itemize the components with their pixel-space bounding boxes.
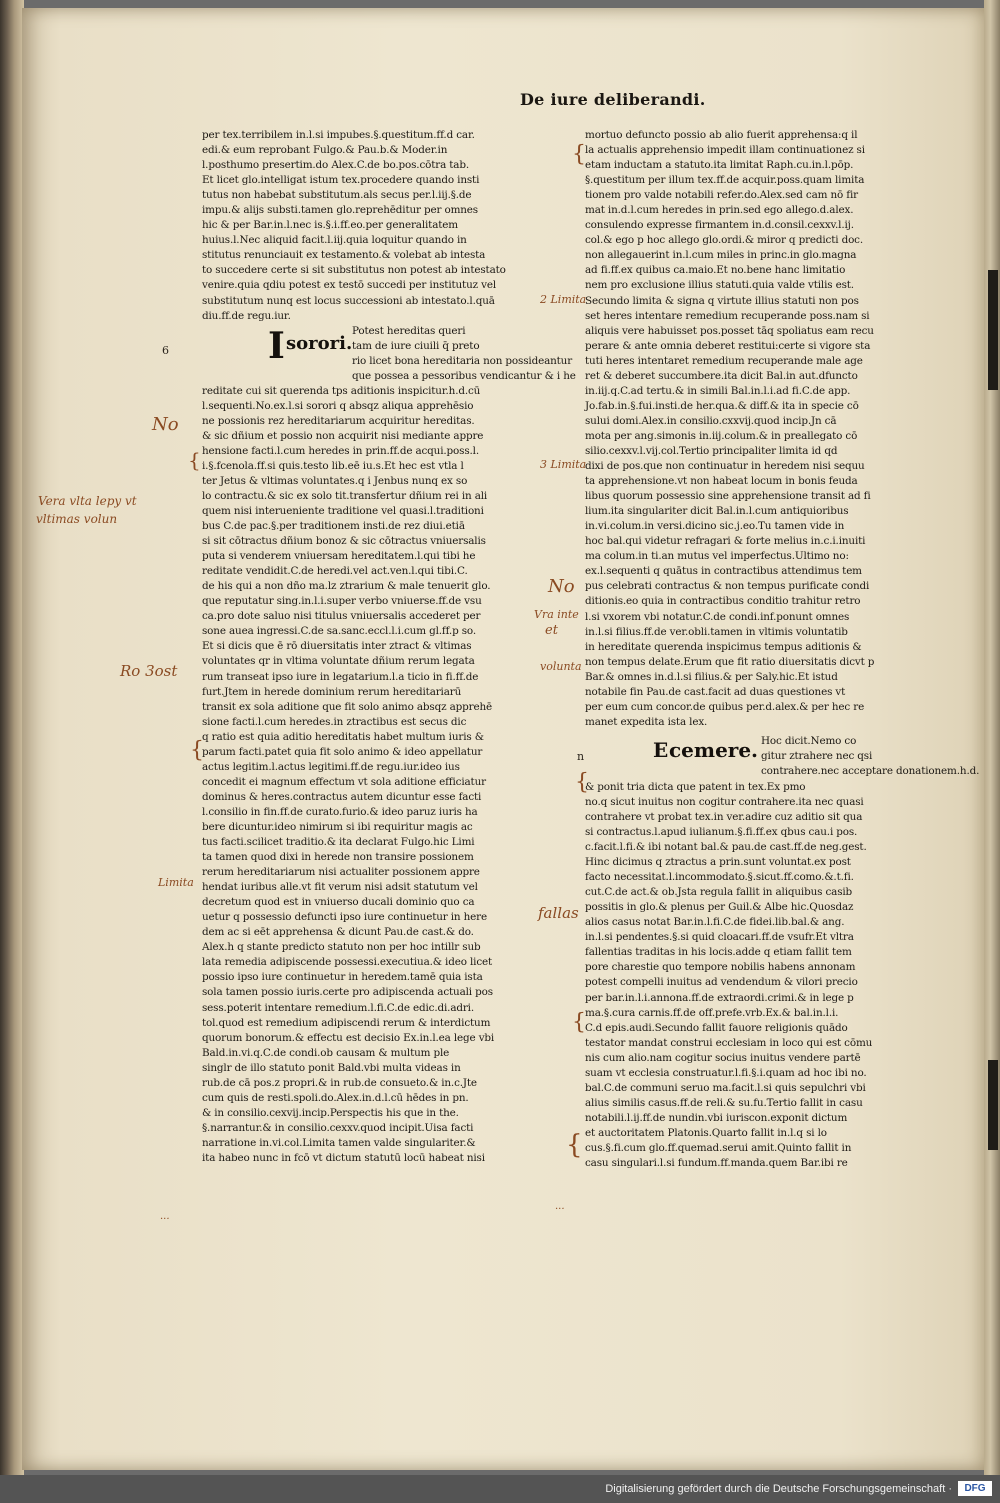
text-line: possio ipso iure continuetur in heredem.tamē quia ista [202,971,483,984]
rubric-word: cemere. [669,737,759,762]
text-line: ma colum.in ti.an mutus vel imperfectus.Ultimo no: [585,550,849,563]
text-line: contrahere.nec acceptare donationem.h.d. [761,764,980,777]
text-line: furt.Jtem in herede dominium rerum hereditariarū [202,685,462,698]
text-line: Secundo limita & signa q virtute illius statuti non pos [585,294,859,307]
text-line: hoc bal.qui videtur refragari & forte melius in.c.i.inuiti [585,535,866,548]
text-line: singlr de illo statuto ponit Bald.vbi multa videas in [202,1061,461,1074]
text-line: sess.poterit intentare remedium.l.fi.C.de edic.di.adri. [202,1001,475,1014]
text-line: cus.§.fi.cum glo.ff.quemad.serui amit.Quinto fallit in [585,1142,852,1154]
right-page-edge [984,0,1000,1475]
text-line: parum facti.patet quia fit solo animo & ideo appellatur [202,745,483,758]
text-line: ditionis.eo quia in contractibus conditio trahitur retro [585,595,861,608]
text-line: libus quorum possessio sine apprehensione transit ad fi [585,490,871,503]
text-line: suam vt ecclesia construatur.l.fi.§.i.quam ad hoc ibi no. [585,1066,867,1079]
text-line: reditate cui sit querenda tps aditionis inspicitur.h.d.cū [202,384,481,397]
rubric-initial: E [653,737,669,762]
text-line: & sic dñium et possio non acquirit nisi mediante appre [202,429,484,442]
text-line: rio licet bona hereditaria non possideantur [352,354,573,367]
text-line: q ratio est quia aditio hereditatis habet multum iuris & [202,730,484,743]
text-line: venire.quia qdiu potest ex testō succedi per institutuz vel [202,279,496,292]
margin-note: No [152,414,179,435]
text-line: l.si vxorem vbi notatur.C.de condi.inf.ponunt omnes [585,610,850,623]
text-line: & ponit tria dicta que patent in tex.Ex pmo [585,780,806,793]
text-line: edi.& eum reprobant Fulgo.& Pau.b.& Moder.in [202,144,448,157]
text-line: & in consilio.cexvij.incip.Perspectis his que in the. [202,1106,459,1119]
text-line: pore charestie quo tempore nobilis habens annonam [585,961,856,974]
paragraph-letter: n [577,749,585,763]
margin-note: Limita [158,876,194,889]
text-line: rerum hereditariarum nisi actualiter possionem appre [202,866,480,879]
margin-note: No [548,576,575,597]
margin-bracket: { [190,738,204,763]
left-lines-before-rubric [202,128,508,324]
text-line: rub.de cā pos.z propri.& in rub.de consueto.& in.c.Jte [202,1076,477,1089]
text-line: Potest hereditas queri [352,324,466,337]
footer-bar [0,1475,1000,1503]
text-line: ret & deberet succumbere.ita dicit Bal.in aut.dfuncto [585,369,858,382]
text-line: to succedere certe si sit substitutus non potest ab intestato [202,264,506,277]
text-line: ma.§.cura carnis.ff.de off.prefe.vrb.Ex.& bal.in.l.i. [585,1006,839,1019]
text-line: Hinc dicimus q ztractus a prin.sunt voluntat.ex post [585,856,851,869]
text-line: hensione facti.l.cum heredes in prin.ff.de acqui.poss.l. [202,444,480,457]
text-line: pus celebrati contractus & non tempus purificate condi [585,580,870,593]
text-line: de his qui a non dño ma.lz ztrarium & male tenuerit glo. [202,580,491,593]
margin-note: volunta [540,660,582,673]
margin-note: Vra inte [534,608,579,621]
text-line: mota per ang.simonis in.iij.colum.& in preallegato cō [585,429,858,442]
text-line: reditate vendidit.C.de heredi.vel act.ven.l.qui tibi.C. [202,565,468,578]
page-tab [988,1060,998,1150]
dfg-logo: DFG [958,1481,992,1496]
text-line: ca.pro dote saluo nisi titulus vniuersalis accederet per [202,610,481,623]
margin-note: vltimas volun [36,512,118,526]
text-line: ita habeo nunc in fcō vt dictum statutū locū habeat nisi [202,1152,485,1164]
text-line: possitis in glo.& plenus per Guil.& Albe hic.Quosdaz [585,901,854,914]
text-line: consulendo expresse firmantem in.d.consil.cexxv.l.ij. [585,219,854,232]
right-rubric-block [577,734,980,780]
text-line: fallentias traditas in his locis.adde q etiam fallit tem [585,946,852,959]
text-line: in hereditate querenda inspicimus tempus aditionis & [585,640,862,653]
text-line: rum transeat ipso iure in legatarium.l.a ticio in fi.ff.de [202,670,479,683]
text-line: dominus & heres.contractus autem dicuntur esse facti [202,790,482,803]
text-line: quem nisi interueniente traditione vel quasi.l.traditioni [202,504,484,517]
margin-bracket: { [566,1130,583,1160]
running-head: De iure deliberandi. [520,90,706,109]
text-line: mortuo defuncto possio ab alio fuerit apprehensa:q il [585,129,858,141]
text-line: manet expedita ista lex. [585,715,708,728]
text-line: Bar.& omnes in.d.l.si filius.& per Saly.hic.Et istud [585,670,838,683]
text-line: narratione in.vi.col.Limita tamen valde singulariter.& [202,1136,476,1149]
text-line: i.§.fcenola.ff.si quis.testo lib.eē iu.s.Et hec est vtla l [202,459,464,472]
text-line: §.questitum per illum tex.ff.de acquir.poss.quam limita [585,174,865,187]
text-line: tus facti.scilicet traditio.& ita declarat Fulgo.hic Limi [202,836,475,849]
text-line: nem pro exclusione illius statuti.quia valde vtilis est. [585,279,854,292]
text-line: sului domi.Alex.in consilio.cxxvij.quod incip.Jn cā [585,414,837,427]
text-line: in.l.si pendentes.§.si quid cloacari.ff.de vsufr.Et vltra [585,931,854,944]
text-line: l.sequenti.No.ex.l.si sorori q absqz aliqua apprehēsio [202,399,474,412]
text-line: potest compelli inuitus ad vendendum & vilori precio [585,976,858,989]
text-line: non tempus delate.Erum que fit ratio diuersitatis dicvt p [585,655,875,668]
text-line: tol.quod est remedium adipiscendi rerum & interdictum [202,1016,491,1029]
text-line: in.iij.q.C.ad tertu.& in simili Bal.in.l.i.ad fi.C.de app. [585,384,851,397]
text-line: §.narrantur.& in consilio.cexxv.quod incipit.Uisa facti [202,1121,474,1134]
margin-note: ... [555,1201,565,1212]
text-line: lata remedia adipiscende possessi.executiua.& ideo licet [202,956,493,969]
margin-note: Ro 3ost [120,662,178,680]
text-line: substitutum nunq est locus successioni ab intestato.l.quā [202,294,495,307]
text-line: cut.C.de act.& ob.Jsta regula fallit in aliquibus casib [585,886,853,899]
text-line: c.facit.l.fi.& ibi notant bal.& pau.de cast.ff.de neg.gest. [585,841,867,854]
left-lines-after-rubric [202,384,508,1166]
text-line: gitur ztrahere nec qsi [761,749,873,762]
text-line: tionem pro valde notabili refer.do.Alex.sed cam nō fir [585,189,858,202]
text-line: Jo.fab.in.§.fui.insti.de her.qua.& diff.& ita in specie cō [585,399,859,412]
text-line: Et si dicis que ē rō diuersitatis inter ztract & vltimas [202,640,472,653]
text-line: casu singulari.l.si fundum.ff.manda.quem Bar.ibi re [585,1157,848,1170]
text-line: concedit ei magnum effectum vt sola aditione efficiatur [202,775,486,788]
left-rubric-block [162,324,576,384]
text-line: quorum bonorum.& effectu est decisio Ex.in.l.ea lege vbi [202,1031,495,1044]
rubric-initial: I [268,324,285,367]
text-line: ne possionis rez hereditariarum acquiritur hereditas. [202,414,475,427]
text-line: dem ac si eēt apprehensa & dicunt Pau.de cast.& do. [202,926,474,939]
rubric-lines [761,734,980,779]
margin-note: 3 Limita [540,458,587,471]
text-line: dixi de pos.que non continuatur in heredem nisi sequu [585,460,865,473]
text-line: C.d epis.audi.Secundo fallit fauore religionis quādo [585,1021,848,1034]
text-line: bere dicuntur.ideo nimirum si ibi requiritur magis ac [202,820,473,833]
text-line: et auctoritatem Platonis.Quarto fallit in.l.q si lo [585,1126,827,1139]
text-line: si contractus.l.apud iulianum.§.fi.ff.ex qbus cau.i pos. [585,826,858,839]
right-lines-after-rubric [585,780,891,1171]
text-line: mat in.d.l.cum heredes in prin.sed ego allego.d.alex. [585,204,854,217]
rubric-word: sorori. [286,332,353,354]
text-line: sione facti.l.cum heredes.in ztractibus est secus dic [202,715,467,728]
text-line: la actualis apprehensio impedit illam continuationez si [585,144,865,157]
page-tab [988,270,998,390]
text-line: col.& ego p hoc allego glo.ordi.& miror q predicti doc. [585,234,864,247]
rubric-lines [352,324,576,384]
text-line: lo contractu.& sic ex solo tit.transfertur dñium rei in ali [202,489,488,502]
margin-note: fallas [538,904,579,922]
text-line: uetur q possessio defuncti ipso iure continuetur in here [202,911,487,924]
text-line: ex.l.sequenti q quātus in contractibus attendimus tem [585,565,862,578]
text-line: sola tamen possio iuris.certe pro adipiscenda actuali pos [202,986,493,999]
text-line: Alex.h q stante predicto statuto non per hoc intillr sub [202,941,481,954]
right-lines-top [585,128,891,730]
text-line: ta tamen quod dixi in herede non transire possionem [202,851,474,864]
text-line: alios casus notat Bar.in.l.fi.C.de fidei.lib.bal.& ang. [585,916,845,929]
text-line: per eum cum concor.de quibus per.d.alex.& per hec re [585,700,865,713]
text-line: Et licet glo.intelligat istum tex.procedere quando insti [202,174,480,187]
text-line: diu.ff.de regu.iur. [202,309,291,322]
text-line: si sit cōtractus dñium bonoz & sic cōtractus vniuersalis [202,535,486,548]
text-line: facto necessitat.l.incommodato.§.sicut.ff.como.&.t.fi. [585,871,854,884]
text-line: tuti heres intentaret remedium recuperande male age [585,354,863,367]
margin-bracket: { [572,1010,586,1035]
text-line: no.q sicut inuitus non cogitur contrahere.ita nec quasi [585,795,864,808]
text-line: actus legitim.l.actus legitimi.ff.de regu.iur.ideo ius [202,760,460,773]
text-line: alius similis casus.ff.de reli.& su.fu.Tertio fallit in casu [585,1096,863,1109]
margin-note: ... [160,1211,170,1222]
text-line: nis cum alio.nam cogitur socius inuitus vendere partē [585,1051,861,1064]
text-line: transit ex sola aditione que fit solo animo absqz apprehē [202,700,492,713]
text-line: cum quis de resti.spoli.do.Alex.in.d.l.cū hēdes in pn. [202,1091,469,1104]
text-line: notabile fin Pau.de cast.facit ad duas questiones vt [585,685,846,698]
text-line: ta apprehensione.vt non habeat locum in bonis feuda [585,475,858,488]
text-line: hic & per Bar.in.l.nec is.§.i.ff.eo.per generalitatem [202,219,458,232]
text-line: perare & ante omnia deberet restitui:certe si vigore sta [585,339,871,352]
text-line: l.consilio in fin.ff.de curato.furio.& ideo paruz iuris ha [202,805,478,818]
text-line: decretum quod est in vniuerso ducali dominio quo ca [202,896,475,909]
text-line: testator mandat construi ecclesiam in loco qui est cōmu [585,1036,873,1049]
text-line: bal.C.de communi seruo ma.facit.l.si quis sepulchri vbi [585,1081,866,1094]
text-line: bus C.de pac.§.per traditionem insti.de rez diui.etiā [202,520,465,533]
text-line: que reputatur sing.in.l.i.super verbo vniuerse.ff.de vsu [202,595,482,608]
text-line: per tex.terribilem in.l.si impubes.§.questitum.ff.d car. [202,129,475,141]
text-line: Hoc dicit.Nemo co [761,734,857,747]
text-line: in.l.si filius.ff.de ver.obli.tamen in vltimis voluntatib [585,625,848,638]
text-line: per bar.in.l.i.annona.ff.de extraordi.crimi.& in lege p [585,991,854,1004]
margin-bracket: { [575,770,589,795]
text-line: voluntates qr in vltima voluntate dñium rerum legata [202,655,475,668]
text-line: sone auea ingressi.C.de sa.sanc.eccl.l.i.cum gl.ff.p so. [202,625,476,638]
book-page-stack [0,0,24,1475]
text-line: lium.ita singulariter dicit Bal.in.l.cum antiquioribus [585,505,849,518]
text-line: Bald.in.vi.q.C.de condi.ob causam & multum ple [202,1046,450,1059]
margin-note: et [545,623,558,638]
margin-note: 2 Limita [540,293,587,306]
text-line: ad fi.ff.ex quibus ca.maio.Et no.bene hanc limitatio [585,264,846,277]
text-line: puta si venderem vniuersam hereditatem.l.qui tibi he [202,550,476,563]
text-line: etam inductam a statuto.ita limitat Raph.cu.in.l.pōp. [585,159,854,172]
text-line: huius.l.Nec aliquid facit.l.iij.quia loquitur quando in [202,234,467,247]
text-line: stitutus renunciauit ex testamento.& volebat ab intesta [202,249,486,262]
text-line: hendat iuribus alle.vt fit verum nisi adsit statutum vel [202,881,478,894]
margin-bracket: { [188,448,201,472]
text-line: tutus non habebat substitutum.als secus per.l.iij.§.de [202,189,472,202]
text-line: notabili.l.ij.ff.de nundin.vbi iuriscon.exponit dictum [585,1111,848,1124]
text-line: l.posthumo presertim.do Alex.C.de bo.pos.cōtra tab. [202,159,470,172]
text-line: impu.& alijs substi.tamen glo.reprehēditur per omnes [202,204,478,217]
text-line: ter Jetus & vltimas voluntates.q i Jenbus nunq ex so [202,474,468,487]
right-text-column [577,128,980,1171]
funding-credit: Digitalisierung gefördert durch die Deutsche Forschungsgemeinschaft · [605,1483,952,1495]
margin-note: Vera vlta lepy vt [38,494,137,508]
text-line: silio.cexxv.l.vij.col.Tertio principaliter limita id qd [585,444,838,457]
text-line: aliquis vere habuisset pos.posset tāq spoliatus eam recu [585,324,874,337]
text-line: que possea a pessoribus vendicantur & i he [352,369,576,382]
margin-bracket: { [572,142,586,167]
text-line: non allegauerint in.l.cum miles in princ.in glo.magna [585,249,857,262]
text-line: in.vi.colum.in versi.dicino sic.j.eo.Tu tamen vide in [585,520,845,533]
paragraph-number: 6 [162,343,169,357]
text-line: contrahere vt probat tex.in ver.adire cuz aditio sit qua [585,810,863,823]
text-line: set heres intentare remedium recuperande poss.nam si [585,309,870,322]
text-line: tam de iure ciuili q̄ preto [352,339,480,352]
